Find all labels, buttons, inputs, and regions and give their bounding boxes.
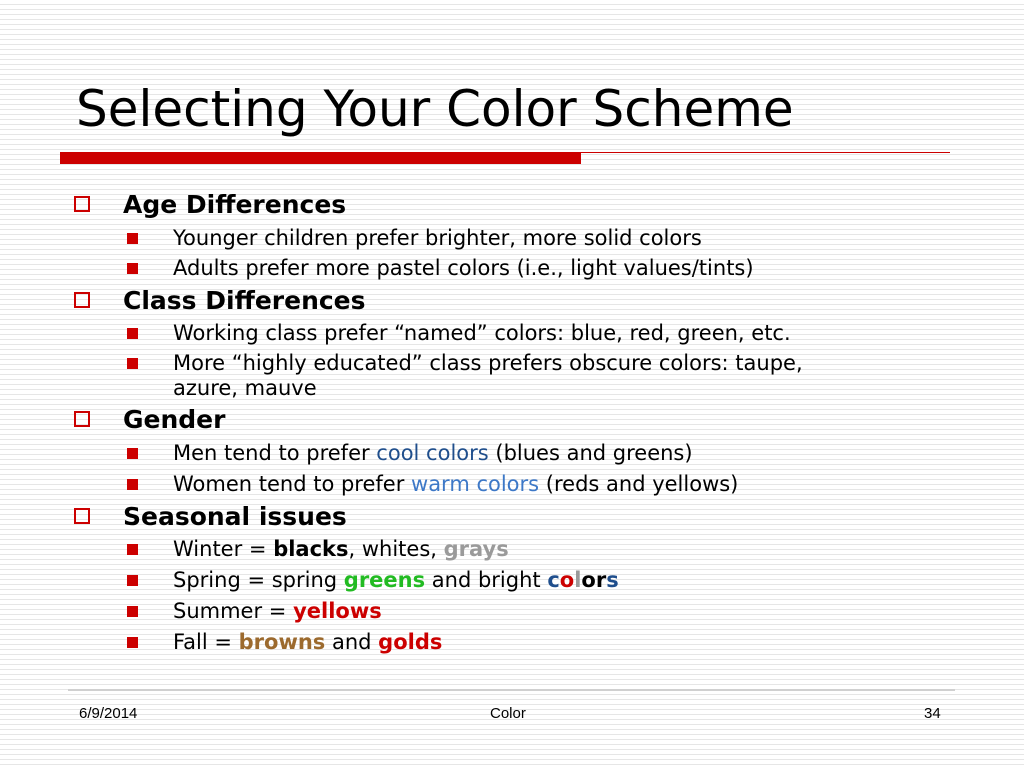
text-segment: (reds and yellows) bbox=[539, 472, 739, 496]
bullet-text bbox=[173, 256, 754, 281]
text-segment: c bbox=[547, 568, 560, 592]
text-segment: , whites, bbox=[348, 537, 444, 561]
filled-square-bullet-icon bbox=[127, 575, 138, 586]
text-segment: greens bbox=[343, 568, 426, 592]
bullet-text bbox=[173, 351, 803, 376]
text-segment: Winter = bbox=[173, 537, 274, 561]
bullet-text bbox=[173, 226, 702, 251]
filled-square-bullet-icon bbox=[127, 263, 138, 274]
filled-square-bullet-icon bbox=[127, 544, 138, 555]
text-segment: Younger children prefer brighter, more solid colors bbox=[173, 226, 702, 250]
bullet-continuation-text: azure, mauve bbox=[173, 376, 317, 400]
text-segment: and bright bbox=[425, 568, 548, 592]
hollow-square-bullet-icon bbox=[74, 292, 90, 308]
section-heading-text: Seasonal issues bbox=[123, 502, 347, 531]
bullet-text bbox=[173, 441, 693, 466]
footer-date: 6/9/2014 bbox=[79, 705, 138, 722]
text-segment: Fall = bbox=[173, 630, 239, 654]
hollow-square-bullet-icon bbox=[74, 411, 90, 427]
text-segment: l bbox=[574, 568, 582, 592]
text-segment: browns bbox=[238, 630, 326, 654]
text-segment: warm colors bbox=[411, 472, 540, 496]
text-segment: Women tend to prefer bbox=[173, 472, 412, 496]
bullet-text bbox=[173, 472, 738, 497]
hollow-square-bullet-icon bbox=[74, 196, 90, 212]
footer-divider-line bbox=[68, 689, 955, 691]
filled-square-bullet-icon bbox=[127, 233, 138, 244]
hollow-square-bullet-icon bbox=[74, 508, 90, 524]
filled-square-bullet-icon bbox=[127, 606, 138, 617]
filled-square-bullet-icon bbox=[127, 448, 138, 459]
text-segment: yellows bbox=[293, 599, 382, 623]
title-accent-bar bbox=[60, 152, 581, 164]
text-segment: Spring = spring bbox=[173, 568, 344, 592]
text-segment: golds bbox=[378, 630, 443, 654]
footer-page-number: 34 bbox=[924, 705, 941, 722]
bullet-text bbox=[173, 321, 791, 346]
section-heading-text: Age Differences bbox=[123, 190, 347, 219]
section-heading-text: Class Differences bbox=[123, 286, 366, 315]
text-segment: Summer = bbox=[173, 599, 294, 623]
bullet-text bbox=[173, 630, 442, 655]
filled-square-bullet-icon bbox=[127, 358, 138, 369]
text-segment: (blues and greens) bbox=[488, 441, 693, 465]
text-segment: cool colors bbox=[376, 441, 489, 465]
filled-square-bullet-icon bbox=[127, 637, 138, 648]
bullet-text bbox=[173, 568, 619, 593]
filled-square-bullet-icon bbox=[127, 479, 138, 490]
filled-square-bullet-icon bbox=[127, 328, 138, 339]
text-segment: Adults prefer more pastel colors (i.e., light values/tints) bbox=[173, 256, 754, 280]
text-segment: or bbox=[581, 568, 607, 592]
text-segment: s bbox=[606, 568, 619, 592]
section-heading-text: Gender bbox=[123, 405, 226, 434]
footer-topic: Color bbox=[490, 705, 526, 722]
text-segment: Men tend to prefer bbox=[173, 441, 377, 465]
title-divider-line bbox=[581, 152, 950, 153]
text-segment: Working class prefer “named” colors: blue, red, green, etc. bbox=[173, 321, 791, 345]
slide-title: Selecting Your Color Scheme bbox=[76, 80, 794, 138]
text-segment: grays bbox=[443, 537, 509, 561]
text-segment: and bbox=[325, 630, 379, 654]
text-segment: More “highly educated” class prefers obscure colors: taupe, bbox=[173, 351, 803, 375]
text-segment: o bbox=[559, 568, 575, 592]
text-segment: blacks bbox=[273, 537, 349, 561]
bullet-text bbox=[173, 537, 509, 562]
bullet-text bbox=[173, 599, 382, 624]
